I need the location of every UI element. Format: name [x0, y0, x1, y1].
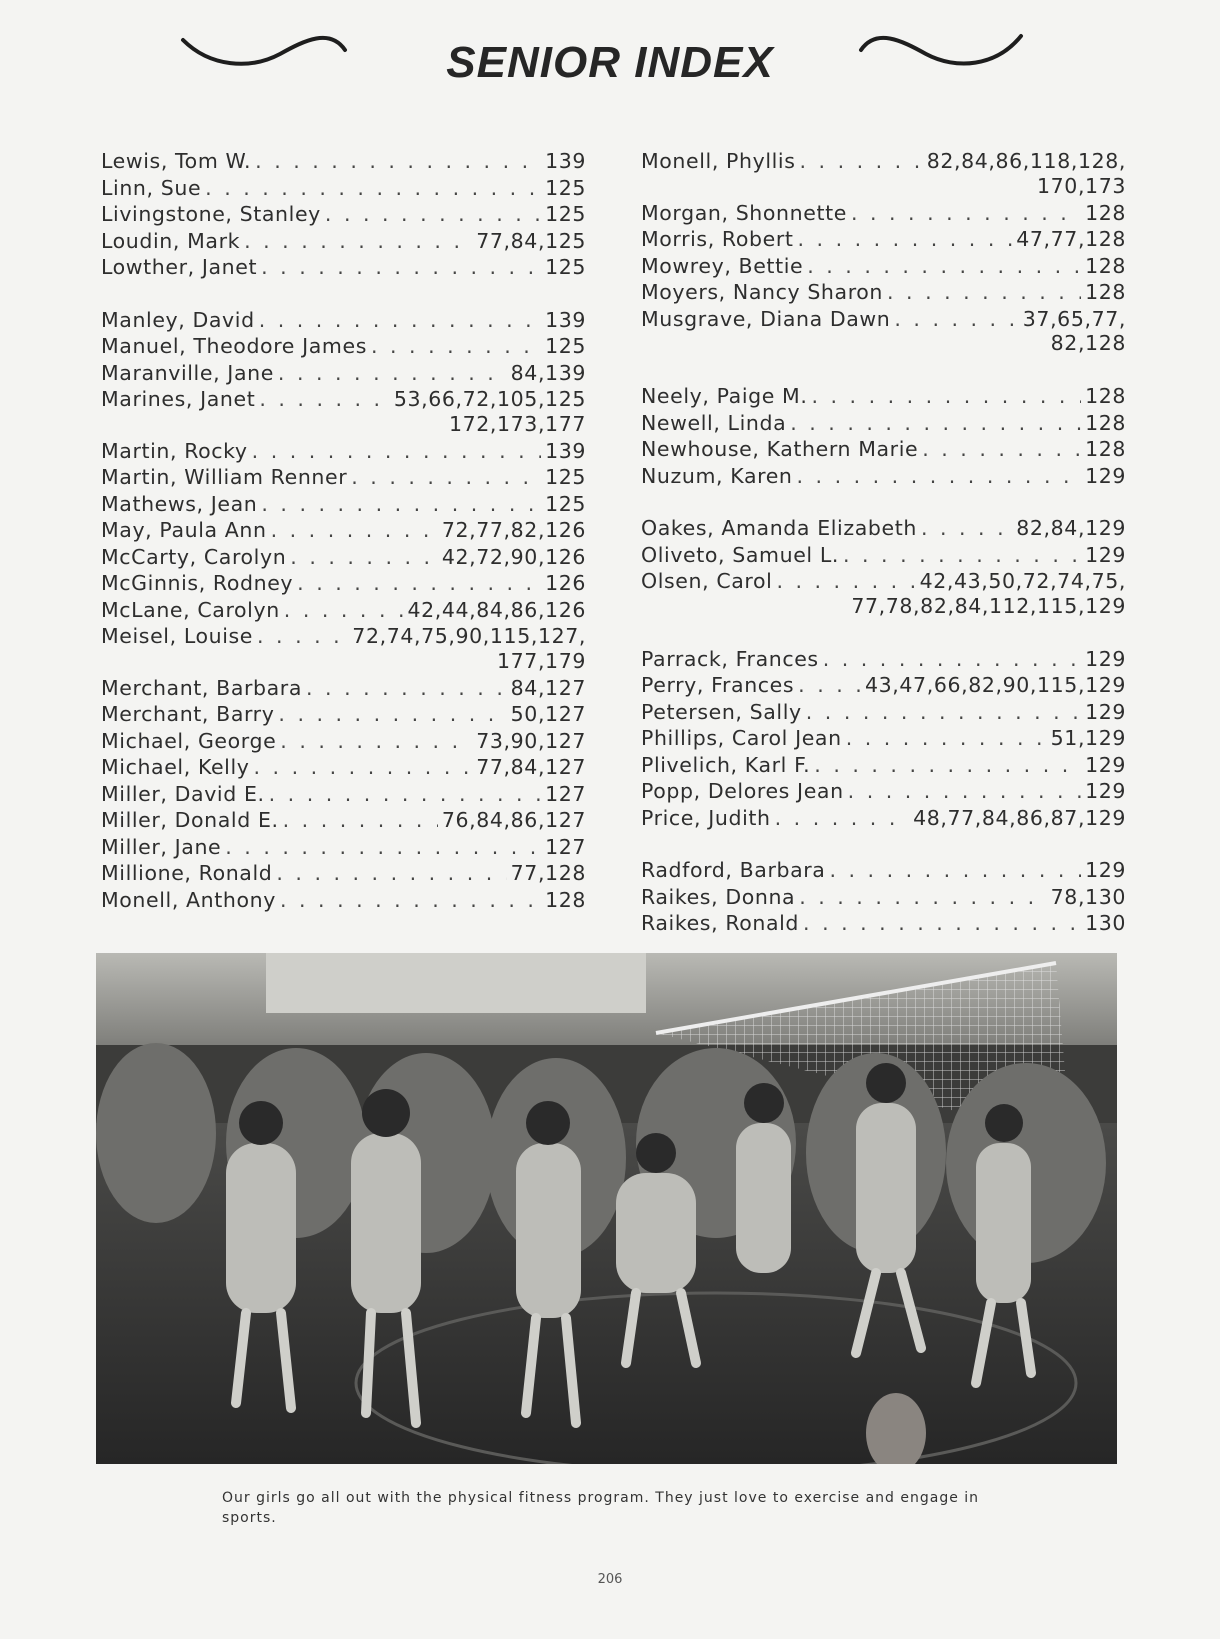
entry-name: Millione, Ronald [101, 861, 273, 885]
entry-name: McLane, Carolyn [101, 597, 280, 622]
index-entry [641, 463, 1126, 490]
index-entry [101, 464, 586, 491]
dot-leader [798, 226, 1013, 253]
index-entry [641, 646, 1126, 673]
letter-group-gap [641, 489, 1126, 515]
entry-name: Moyers, Nancy Sharon [641, 280, 884, 304]
entry-pages: 129 [1085, 463, 1126, 488]
entry-pages: 50,127 [510, 702, 586, 726]
entry-pages: 125 [545, 175, 586, 200]
index-entry [641, 200, 1126, 227]
index-entry [101, 807, 586, 834]
index-entry [101, 386, 586, 413]
index-entry [641, 752, 1126, 779]
index-entry [101, 701, 586, 728]
index-entry [101, 860, 586, 887]
index-list [641, 148, 1126, 937]
index-entry [641, 148, 1126, 175]
dot-leader [259, 386, 389, 413]
photo-caption: Our girls go all out with the physical fitness program. They just love to exercise and engage in sports. [222, 1490, 980, 1526]
dot-leader [259, 307, 541, 334]
dot-leader [255, 148, 541, 175]
dot-leader [261, 491, 541, 518]
index-entry [101, 728, 586, 755]
index-entry [101, 148, 586, 175]
dot-leader [829, 857, 1081, 884]
index-entry [641, 410, 1126, 437]
index-entry [641, 910, 1126, 937]
dot-leader [284, 597, 404, 624]
index-entry [641, 542, 1126, 569]
dot-leader [280, 728, 472, 755]
index-entry [641, 884, 1126, 911]
index-entry [641, 226, 1126, 253]
entry-name: Perry, Frances [641, 673, 795, 697]
entry-name: Miller, Jane [101, 834, 222, 859]
entry-name: Plivelich, Karl F. [641, 752, 811, 777]
entry-pages: 130 [1085, 911, 1126, 935]
entry-pages: 129 [1085, 752, 1126, 777]
entry-name: Livingstone, Stanley [101, 202, 321, 226]
index-entry [101, 834, 586, 861]
entry-pages: 129 [1085, 542, 1126, 567]
dot-leader [814, 752, 1081, 779]
entry-pages-continued: 77,78,82,84,112,115,129 [851, 593, 1126, 618]
index-column-left [101, 148, 586, 913]
entry-name: Oliveto, Samuel L. [641, 542, 839, 567]
entry-pages: 51,129 [1050, 726, 1126, 750]
dot-leader [371, 333, 541, 360]
entry-pages-continued: 172,173,177 [448, 411, 586, 436]
index-entry [101, 307, 586, 334]
entry-pages: 129 [1085, 646, 1126, 671]
entry-name: Martin, Rocky [101, 438, 248, 463]
dot-leader [806, 699, 1081, 726]
entry-pages: 128 [1085, 280, 1126, 304]
index-entry [641, 515, 1126, 542]
entry-pages-continued: 82,128 [1050, 331, 1126, 355]
index-entry [641, 805, 1126, 832]
dot-leader [823, 646, 1081, 673]
index-entry [101, 175, 586, 202]
entry-pages: 125 [545, 465, 586, 489]
entry-pages: 125 [545, 491, 586, 516]
letter-group-gap [641, 357, 1126, 383]
index-entry [101, 570, 586, 597]
entry-pages: 77,84,127 [476, 755, 586, 779]
index-entry [101, 333, 586, 360]
entry-name: Neely, Paige M. [641, 384, 808, 408]
entry-pages: 128 [1085, 410, 1126, 435]
dot-leader [290, 544, 438, 571]
entry-name: Newell, Linda [641, 410, 787, 435]
dot-leader [283, 807, 438, 834]
index-entry [101, 754, 586, 781]
dot-leader [306, 675, 507, 702]
dot-leader [848, 778, 1081, 805]
entry-name: Michael, Kelly [101, 755, 250, 779]
index-entry [641, 279, 1126, 306]
gym-photo-illustration [96, 953, 1117, 1464]
index-entry [641, 778, 1126, 805]
dot-leader [280, 887, 541, 914]
entry-pages: 125 [545, 202, 586, 226]
entry-pages: 125 [545, 255, 586, 279]
entry-pages: 37,65,77, [1022, 306, 1126, 331]
dot-leader [843, 542, 1081, 569]
entry-pages: 128 [1085, 384, 1126, 408]
entry-name: Martin, William Renner [101, 465, 348, 489]
page-title: SENIOR INDEX [446, 38, 774, 87]
entry-name: Miller, Donald E. [101, 808, 279, 832]
dot-leader [244, 228, 472, 255]
dot-leader [269, 781, 541, 808]
entry-name: Lowther, Janet [101, 255, 258, 279]
dot-leader [800, 148, 923, 175]
entry-pages: 77,128 [510, 861, 586, 885]
index-entry [641, 568, 1126, 595]
entry-name: Maranville, Jane [101, 360, 274, 385]
entry-name: Miller, David E. [101, 781, 265, 806]
entry-pages: 42,44,84,86,126 [407, 597, 586, 622]
entry-pages: 139 [545, 307, 586, 332]
entry-pages: 129 [1085, 699, 1126, 724]
index-entry [101, 675, 586, 702]
entry-name: Phillips, Carol Jean [641, 726, 842, 750]
entry-name: Monell, Anthony [101, 887, 276, 912]
entry-pages: 128 [1085, 253, 1126, 278]
entry-pages: 76,84,86,127 [441, 808, 586, 832]
dot-leader [799, 884, 1046, 911]
dot-leader [811, 383, 1081, 410]
dot-leader [790, 410, 1081, 437]
index-entry [641, 253, 1126, 280]
entry-name: Morgan, Shonnette [641, 200, 847, 225]
dot-leader [922, 436, 1081, 463]
dot-leader [894, 306, 1018, 333]
dot-leader [261, 254, 541, 281]
dot-leader [851, 200, 1081, 227]
entry-name: Michael, George [101, 728, 277, 753]
entry-name: Merchant, Barry [101, 702, 275, 726]
entry-pages-continued: 170,173 [1037, 173, 1126, 198]
entry-name: Morris, Robert [641, 227, 794, 251]
index-entry [101, 517, 586, 544]
index-entry [101, 360, 586, 387]
dot-leader [887, 279, 1081, 306]
index-entry [641, 672, 1126, 699]
entry-pages: 53,66,72,105,125 [393, 387, 586, 411]
dot-leader [257, 623, 348, 650]
entry-pages: 128 [1085, 437, 1126, 461]
entry-pages: 127 [545, 781, 586, 806]
entry-pages: 129 [1085, 779, 1126, 803]
entry-pages: 47,77,128 [1016, 227, 1126, 251]
dot-leader [278, 360, 507, 387]
index-entry [641, 857, 1126, 884]
entry-pages: 78,130 [1050, 884, 1126, 909]
entry-name: Popp, Delores Jean [641, 779, 844, 803]
entry-pages-continued: 177,179 [497, 648, 586, 673]
index-entry [101, 438, 586, 465]
letter-group-gap [641, 620, 1126, 646]
entry-pages: 82,84,129 [1016, 516, 1126, 540]
entry-pages: 129 [1085, 858, 1126, 882]
index-entry [101, 228, 586, 255]
entry-pages: 127 [545, 834, 586, 859]
entry-pages: 42,43,50,72,74,75, [919, 569, 1126, 593]
index-entry [101, 623, 586, 650]
dot-leader [225, 834, 541, 861]
entry-pages: 72,77,82,126 [441, 518, 586, 542]
entry-name: Olsen, Carol [641, 569, 773, 593]
entry-name: Radford, Barbara [641, 858, 826, 882]
index-entry [101, 781, 586, 808]
entry-pages: 128 [1085, 200, 1126, 225]
index-entry [101, 201, 586, 228]
entry-pages: 126 [545, 571, 586, 595]
index-entry [101, 491, 586, 518]
letter-group-gap [101, 281, 586, 307]
entry-name: Raikes, Ronald [641, 911, 800, 935]
gym-photo [96, 953, 1117, 1464]
entry-pages: 43,47,66,82,90,115,129 [865, 673, 1126, 697]
entry-name: Oakes, Amanda Elizabeth [641, 516, 917, 540]
entry-name: Petersen, Sally [641, 699, 802, 724]
entry-pages: 48,77,84,86,87,129 [913, 805, 1126, 830]
letter-group-gap [641, 831, 1126, 857]
index-entry [641, 383, 1126, 410]
dot-leader [205, 175, 541, 202]
entry-name: Loudin, Mark [101, 228, 241, 253]
entry-pages: 125 [545, 334, 586, 358]
dot-leader [846, 725, 1047, 752]
entry-name: Parrack, Frances [641, 646, 819, 671]
dot-leader [775, 805, 909, 832]
entry-name: Nuzum, Karen [641, 463, 793, 488]
dot-leader [798, 672, 861, 699]
entry-pages: 42,72,90,126 [441, 544, 586, 569]
index-column-right [641, 148, 1126, 937]
entry-name: Marines, Janet [101, 387, 256, 411]
dot-leader [797, 463, 1082, 490]
index-entry [641, 699, 1126, 726]
entry-name: Merchant, Barbara [101, 675, 302, 700]
entry-name: Mowrey, Bettie [641, 253, 804, 278]
dot-leader [252, 438, 541, 465]
entry-name: Lewis, Tom W. [101, 149, 252, 173]
dot-leader [254, 754, 473, 781]
dot-leader [276, 860, 506, 887]
entry-pages: 72,74,75,90,115,127, [352, 624, 586, 648]
dot-leader [776, 568, 915, 595]
entry-name: Manley, David [101, 307, 255, 332]
dot-leader [297, 570, 541, 597]
dot-leader [803, 910, 1081, 937]
entry-pages: 77,84,125 [476, 228, 586, 253]
dot-leader [921, 515, 1012, 542]
index-entry [101, 544, 586, 571]
index-entry [641, 306, 1126, 333]
entry-name: Price, Judith [641, 805, 771, 830]
index-list [101, 148, 586, 913]
entry-name: Manuel, Theodore James [101, 334, 367, 358]
entry-name: Monell, Phyllis [641, 149, 796, 173]
dot-leader [325, 201, 541, 228]
dot-leader [351, 464, 541, 491]
index-entry [641, 436, 1126, 463]
dot-leader [271, 517, 438, 544]
dot-leader [278, 701, 506, 728]
page-number: 206 [597, 1572, 623, 1587]
entry-name: McGinnis, Rodney [101, 571, 294, 595]
index-entry [101, 887, 586, 914]
entry-pages: 73,90,127 [476, 728, 586, 753]
index-entry [101, 254, 586, 281]
dot-leader [807, 253, 1081, 280]
entry-name: Musgrave, Diana Dawn [641, 306, 891, 331]
entry-name: May, Paula Ann [101, 518, 267, 542]
entry-pages: 128 [545, 887, 586, 912]
entry-pages: 84,127 [510, 675, 586, 700]
entry-pages: 139 [545, 438, 586, 463]
index-entry [641, 725, 1126, 752]
index-entry [101, 597, 586, 624]
entry-pages: 82,84,86,118,128, [926, 149, 1126, 173]
entry-name: Raikes, Donna [641, 884, 796, 909]
entry-pages: 84,139 [510, 360, 586, 385]
entry-name: Mathews, Jean [101, 491, 258, 516]
entry-name: Meisel, Louise [101, 624, 253, 648]
entry-name: Newhouse, Kathern Marie [641, 437, 919, 461]
entry-pages: 139 [545, 149, 586, 173]
entry-name: McCarty, Carolyn [101, 544, 287, 569]
entry-name: Linn, Sue [101, 175, 202, 200]
